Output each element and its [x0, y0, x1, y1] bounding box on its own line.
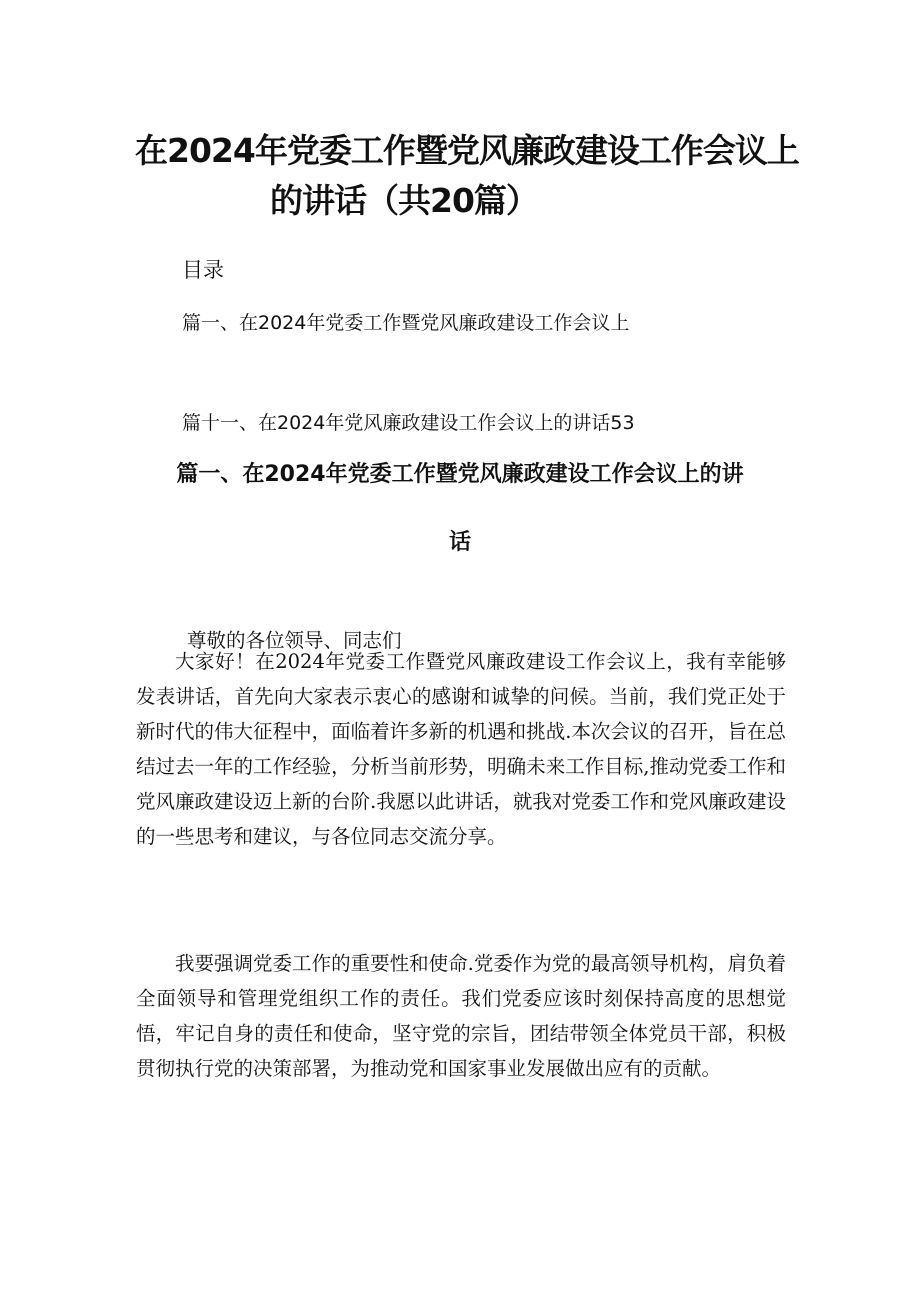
toc-heading: 目录 [182, 258, 224, 282]
toc-item[interactable]: 篇一、在2024年党委工作暨党风廉政建设工作会议上 [182, 312, 630, 334]
body-paragraph: 大家好！在2024年党委工作暨党风廉政建设工作会议上，我有幸能够发表讲话，首先向大家表示衷心的感谢和诚挚的问候。当前，我们党正处于新时代的伟大征程中，面临着许多新的机遇和挑战.本次会议的召开，旨在总结过去一年的工作经验，分析当前形势，明确未来工作目标,推动党委工作和党风廉政建设迈上新的台阶.我愿以此讲话，就我对党委工作和党风廉政建设的一些思考和建议，与各位同志交流分享。 [136, 650, 786, 848]
section-heading-line1: 篇一、在2024年党委工作暨党风廉政建设工作会议上的讲 [176, 462, 744, 487]
document-title-line1: 在2024年党委工作暨党风廉政建设工作会议上 [135, 131, 799, 170]
greeting: 尊敬的各位领导、同志们 [187, 629, 402, 652]
document-title [135, 126, 815, 226]
body-paragraph: 我要强调党委工作的重要性和使命.党委作为党的最高领导机构，肩负着全面领导和管理党组织工作的责任。我们党委应该时刻保持高度的思想觉悟，牢记自身的责任和使命，坚守党的宗旨，团结带领全体党员干部，积极贯彻执行党的决策部署，为推动党和国家事业发展做出应有的贡献。 [136, 952, 786, 1080]
toc-item[interactable]: 篇十一、在2024年党风廉政建设工作会议上的讲话53 [182, 412, 635, 434]
section-heading [150, 460, 770, 558]
document-title-line2: 的讲话（共20篇） [270, 181, 538, 220]
section-heading-line2: 话 [448, 530, 471, 555]
